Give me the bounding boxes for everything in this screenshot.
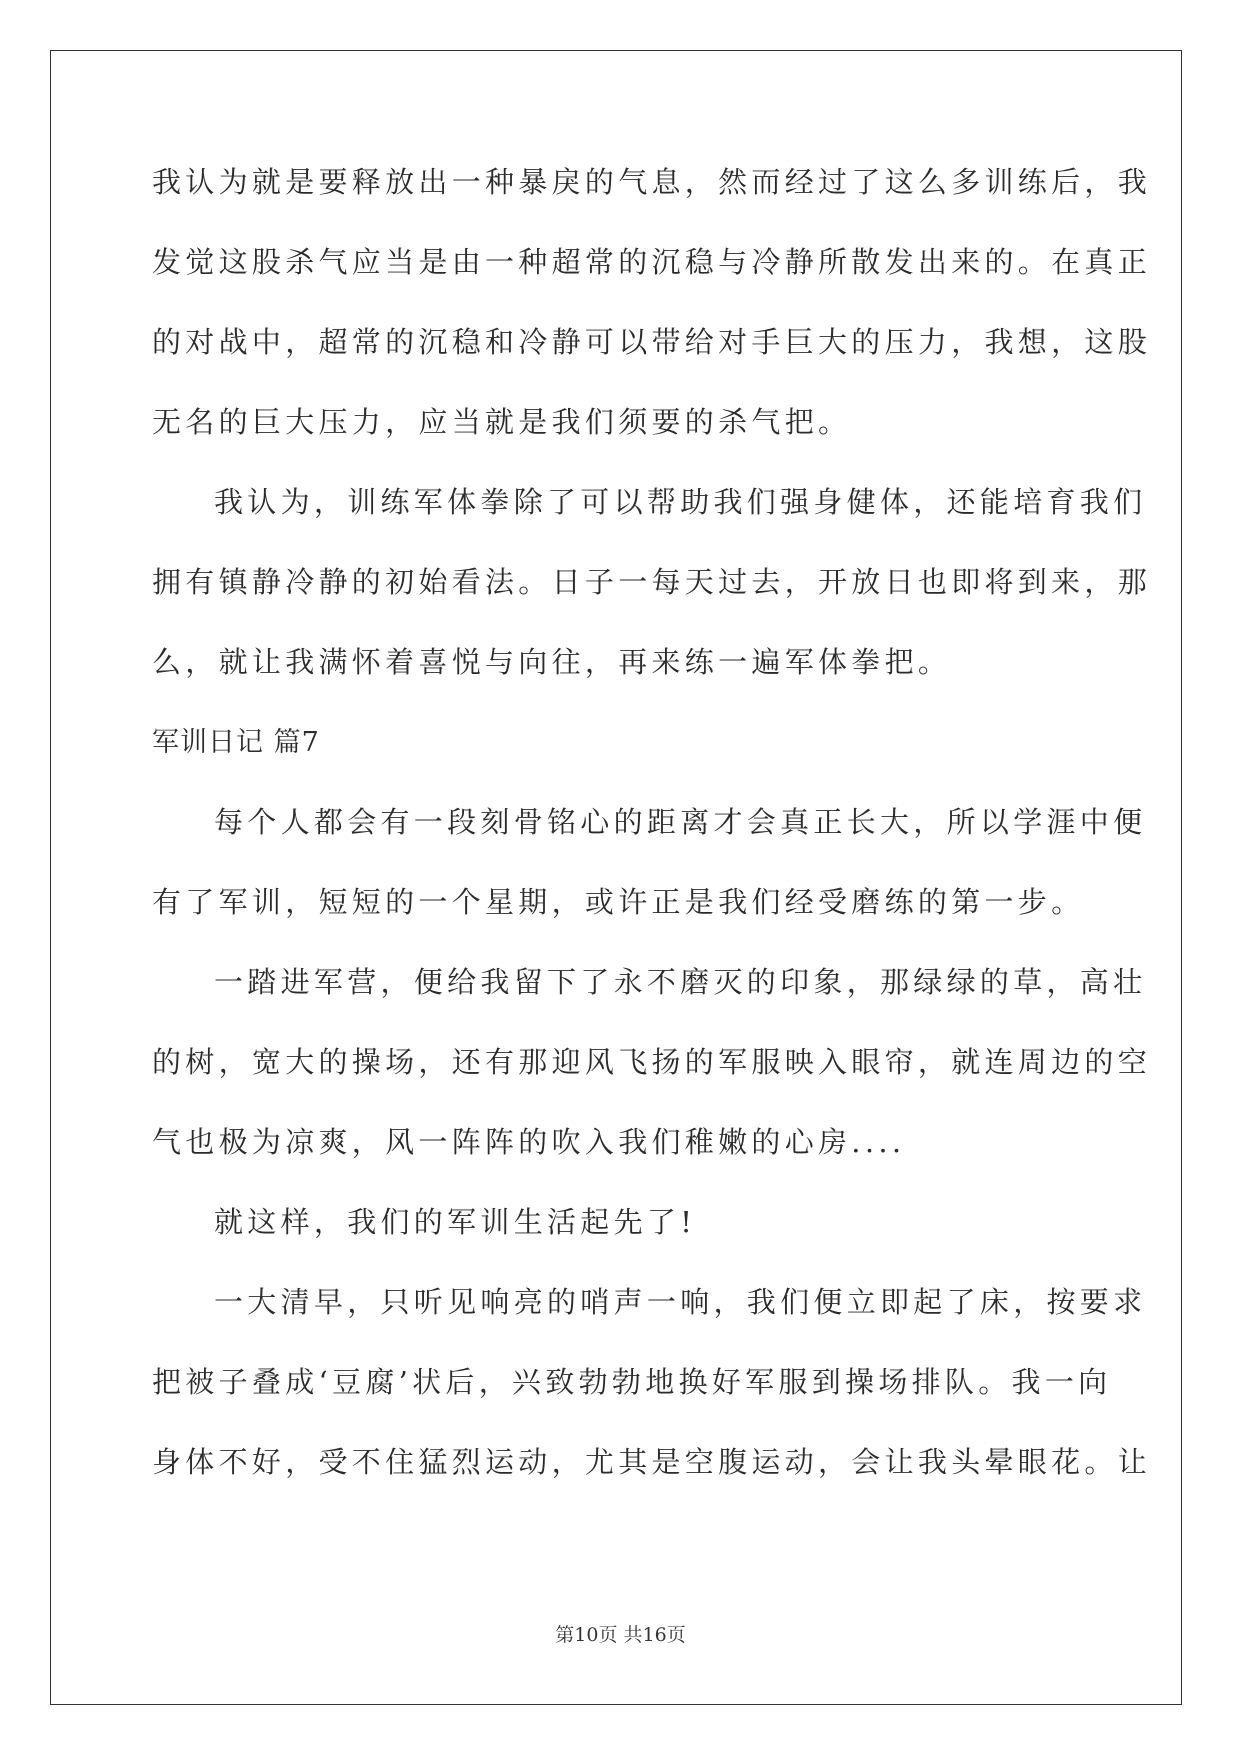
paragraph-first-line: 我认为，训练军体拳除了可以帮助我们强身健体，还能培育我们 xyxy=(214,485,1147,519)
text-line: 把被子叠成‘豆腐’状后，兴致勃勃地换好军服到操场排队。我一向 xyxy=(152,1365,1112,1399)
text-line: 无名的巨大压力，应当就是我们须要的杀气把。 xyxy=(152,405,852,439)
text-line: 发觉这股杀气应当是由一种超常的沉稳与冷静所散发出来的。在真正 xyxy=(152,245,1152,279)
page-footer: 第10页 共16页 xyxy=(555,1624,686,1646)
paragraph-first-line: 一踏进军营，便给我留下了永不磨灭的印象，那绿绿的草，高壮 xyxy=(214,965,1147,999)
text-line: 拥有镇静冷静的初始看法。日子一每天过去，开放日也即将到来，那 xyxy=(152,565,1152,599)
text-line: 气也极为凉爽，风一阵阵的吹入我们稚嫩的心房.... xyxy=(152,1125,906,1159)
text-line: 的对战中，超常的沉稳和冷静可以带给对手巨大的压力，我想，这股 xyxy=(152,325,1152,359)
text-line: 么，就让我满怀着喜悦与向往，再来练一遍军体拳把。 xyxy=(152,645,952,679)
paragraph-first-line: 每个人都会有一段刻骨铭心的距离才会真正长大，所以学涯中便 xyxy=(214,805,1147,839)
text-line: 我认为就是要释放出一种暴戾的气息，然而经过了这么多训练后，我 xyxy=(152,165,1152,199)
text-line: 有了军训，短短的一个星期，或许正是我们经受磨练的第一步。 xyxy=(152,885,1085,919)
section-heading: 军训日记 篇7 xyxy=(152,727,320,758)
text-line: 身体不好，受不住猛烈运动，尤其是空腹运动，会让我头晕眼花。让 xyxy=(152,1445,1152,1479)
document-body xyxy=(152,163,1152,1523)
paragraph-first-line: 就这样，我们的军训生活起先了! xyxy=(214,1205,697,1239)
text-line: 的树，宽大的操场，还有那迎风飞扬的军服映入眼帘，就连周边的空 xyxy=(152,1045,1152,1079)
paragraph-first-line: 一大清早，只听见响亮的哨声一响，我们便立即起了床，按要求 xyxy=(214,1285,1147,1319)
